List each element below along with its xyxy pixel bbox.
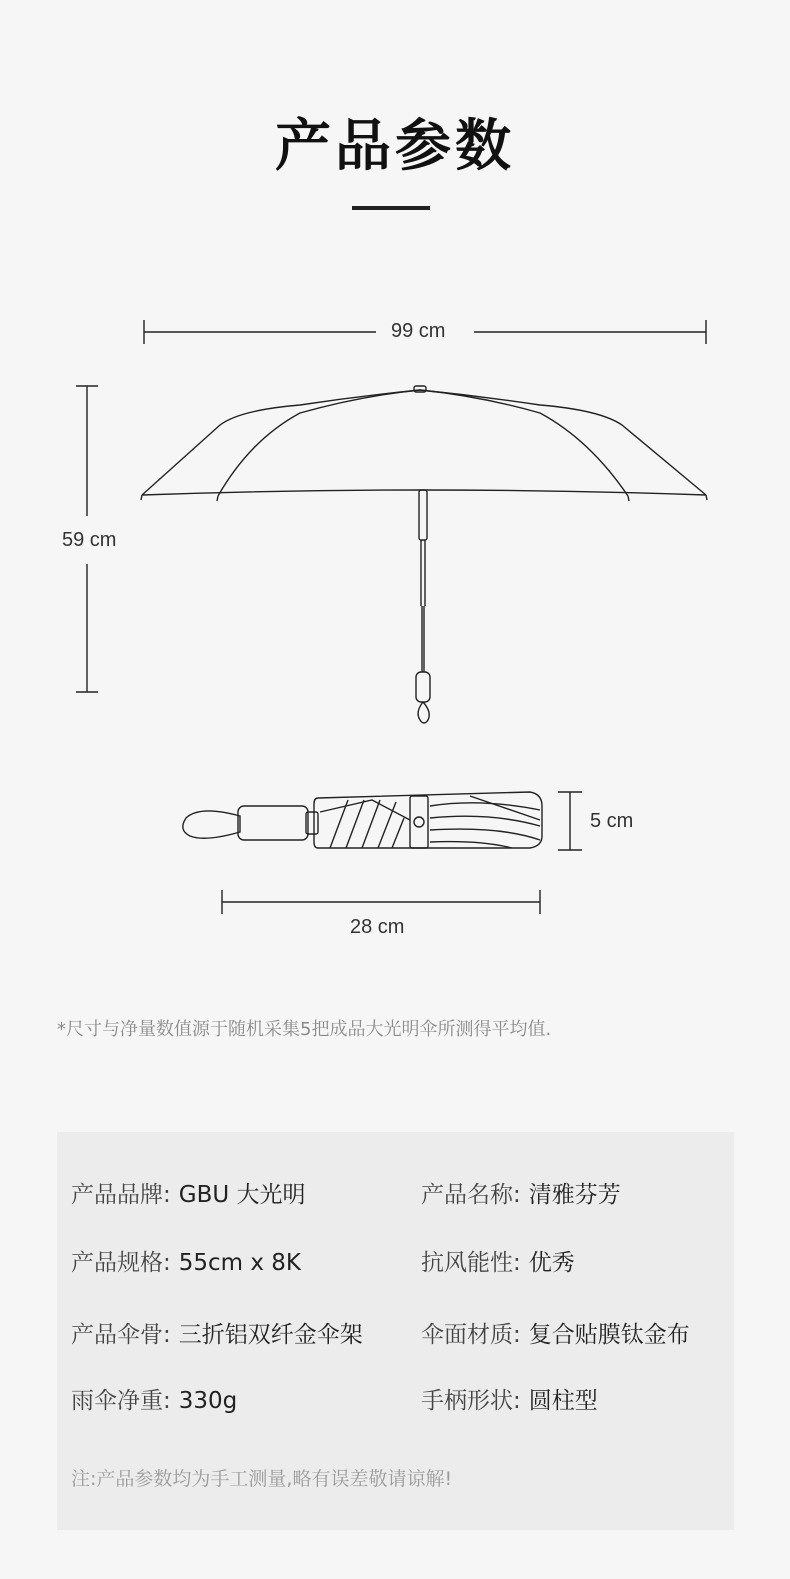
spec-item-wind (421, 1244, 575, 1277)
measurement-note: *尺寸与净量数值源于随机采集5把成品大光明伞所测得平均值. (57, 1019, 552, 1040)
shaft-upper (419, 490, 427, 540)
page-title: 产品参数 (275, 114, 515, 179)
spec-value: 复合贴膜钛金布 (528, 1322, 690, 1348)
canopy-rib-right (420, 390, 628, 496)
spec-key: 抗风能性: (421, 1250, 521, 1276)
spec-item-weight (71, 1382, 237, 1415)
folded-handle (238, 806, 308, 840)
spec-value: 330g (178, 1388, 238, 1414)
folded-button (414, 817, 424, 827)
spec-panel (57, 1132, 734, 1530)
spec-item-frame (71, 1316, 363, 1349)
width-label: 99 cm (391, 320, 446, 342)
spec-value: 优秀 (528, 1250, 575, 1276)
spec-item-material (421, 1316, 690, 1349)
spec-value: GBU 大光明 (178, 1182, 306, 1208)
spec-key: 产品名称: (421, 1182, 521, 1208)
spec-value: 三折铝双纤金伞架 (178, 1322, 363, 1348)
spec-key: 产品伞骨: (71, 1322, 171, 1348)
canopy-rim (142, 490, 706, 495)
spec-item-size (71, 1244, 301, 1277)
spec-value: 清雅芬芳 (528, 1182, 621, 1208)
spec-item-handle (421, 1382, 598, 1415)
spec-value: 55cm x 8K (178, 1250, 302, 1276)
folded-band (410, 796, 428, 848)
footnote: 注:产品参数均为手工测量,略有误差敬请谅解! (71, 1468, 453, 1490)
spec-item-name (421, 1176, 621, 1209)
spec-key: 手柄形状: (421, 1388, 521, 1414)
canopy-rib-left (218, 390, 420, 496)
diameter-label: 5 cm (590, 810, 634, 832)
spec-key: 产品规格: (71, 1250, 171, 1276)
handle-strap-open (418, 702, 429, 723)
canopy-outline (142, 390, 706, 495)
spec-key: 雨伞净重: (71, 1388, 171, 1414)
length-label: 28 cm (350, 916, 405, 938)
spec-key: 伞面材质: (421, 1322, 521, 1348)
folded-strap (183, 811, 240, 838)
spec-value: 圆柱型 (528, 1388, 598, 1414)
handle-open (416, 672, 430, 702)
height-label: 59 cm (62, 529, 117, 551)
spec-key: 产品品牌: (71, 1182, 171, 1208)
spec-item-brand (71, 1176, 306, 1209)
